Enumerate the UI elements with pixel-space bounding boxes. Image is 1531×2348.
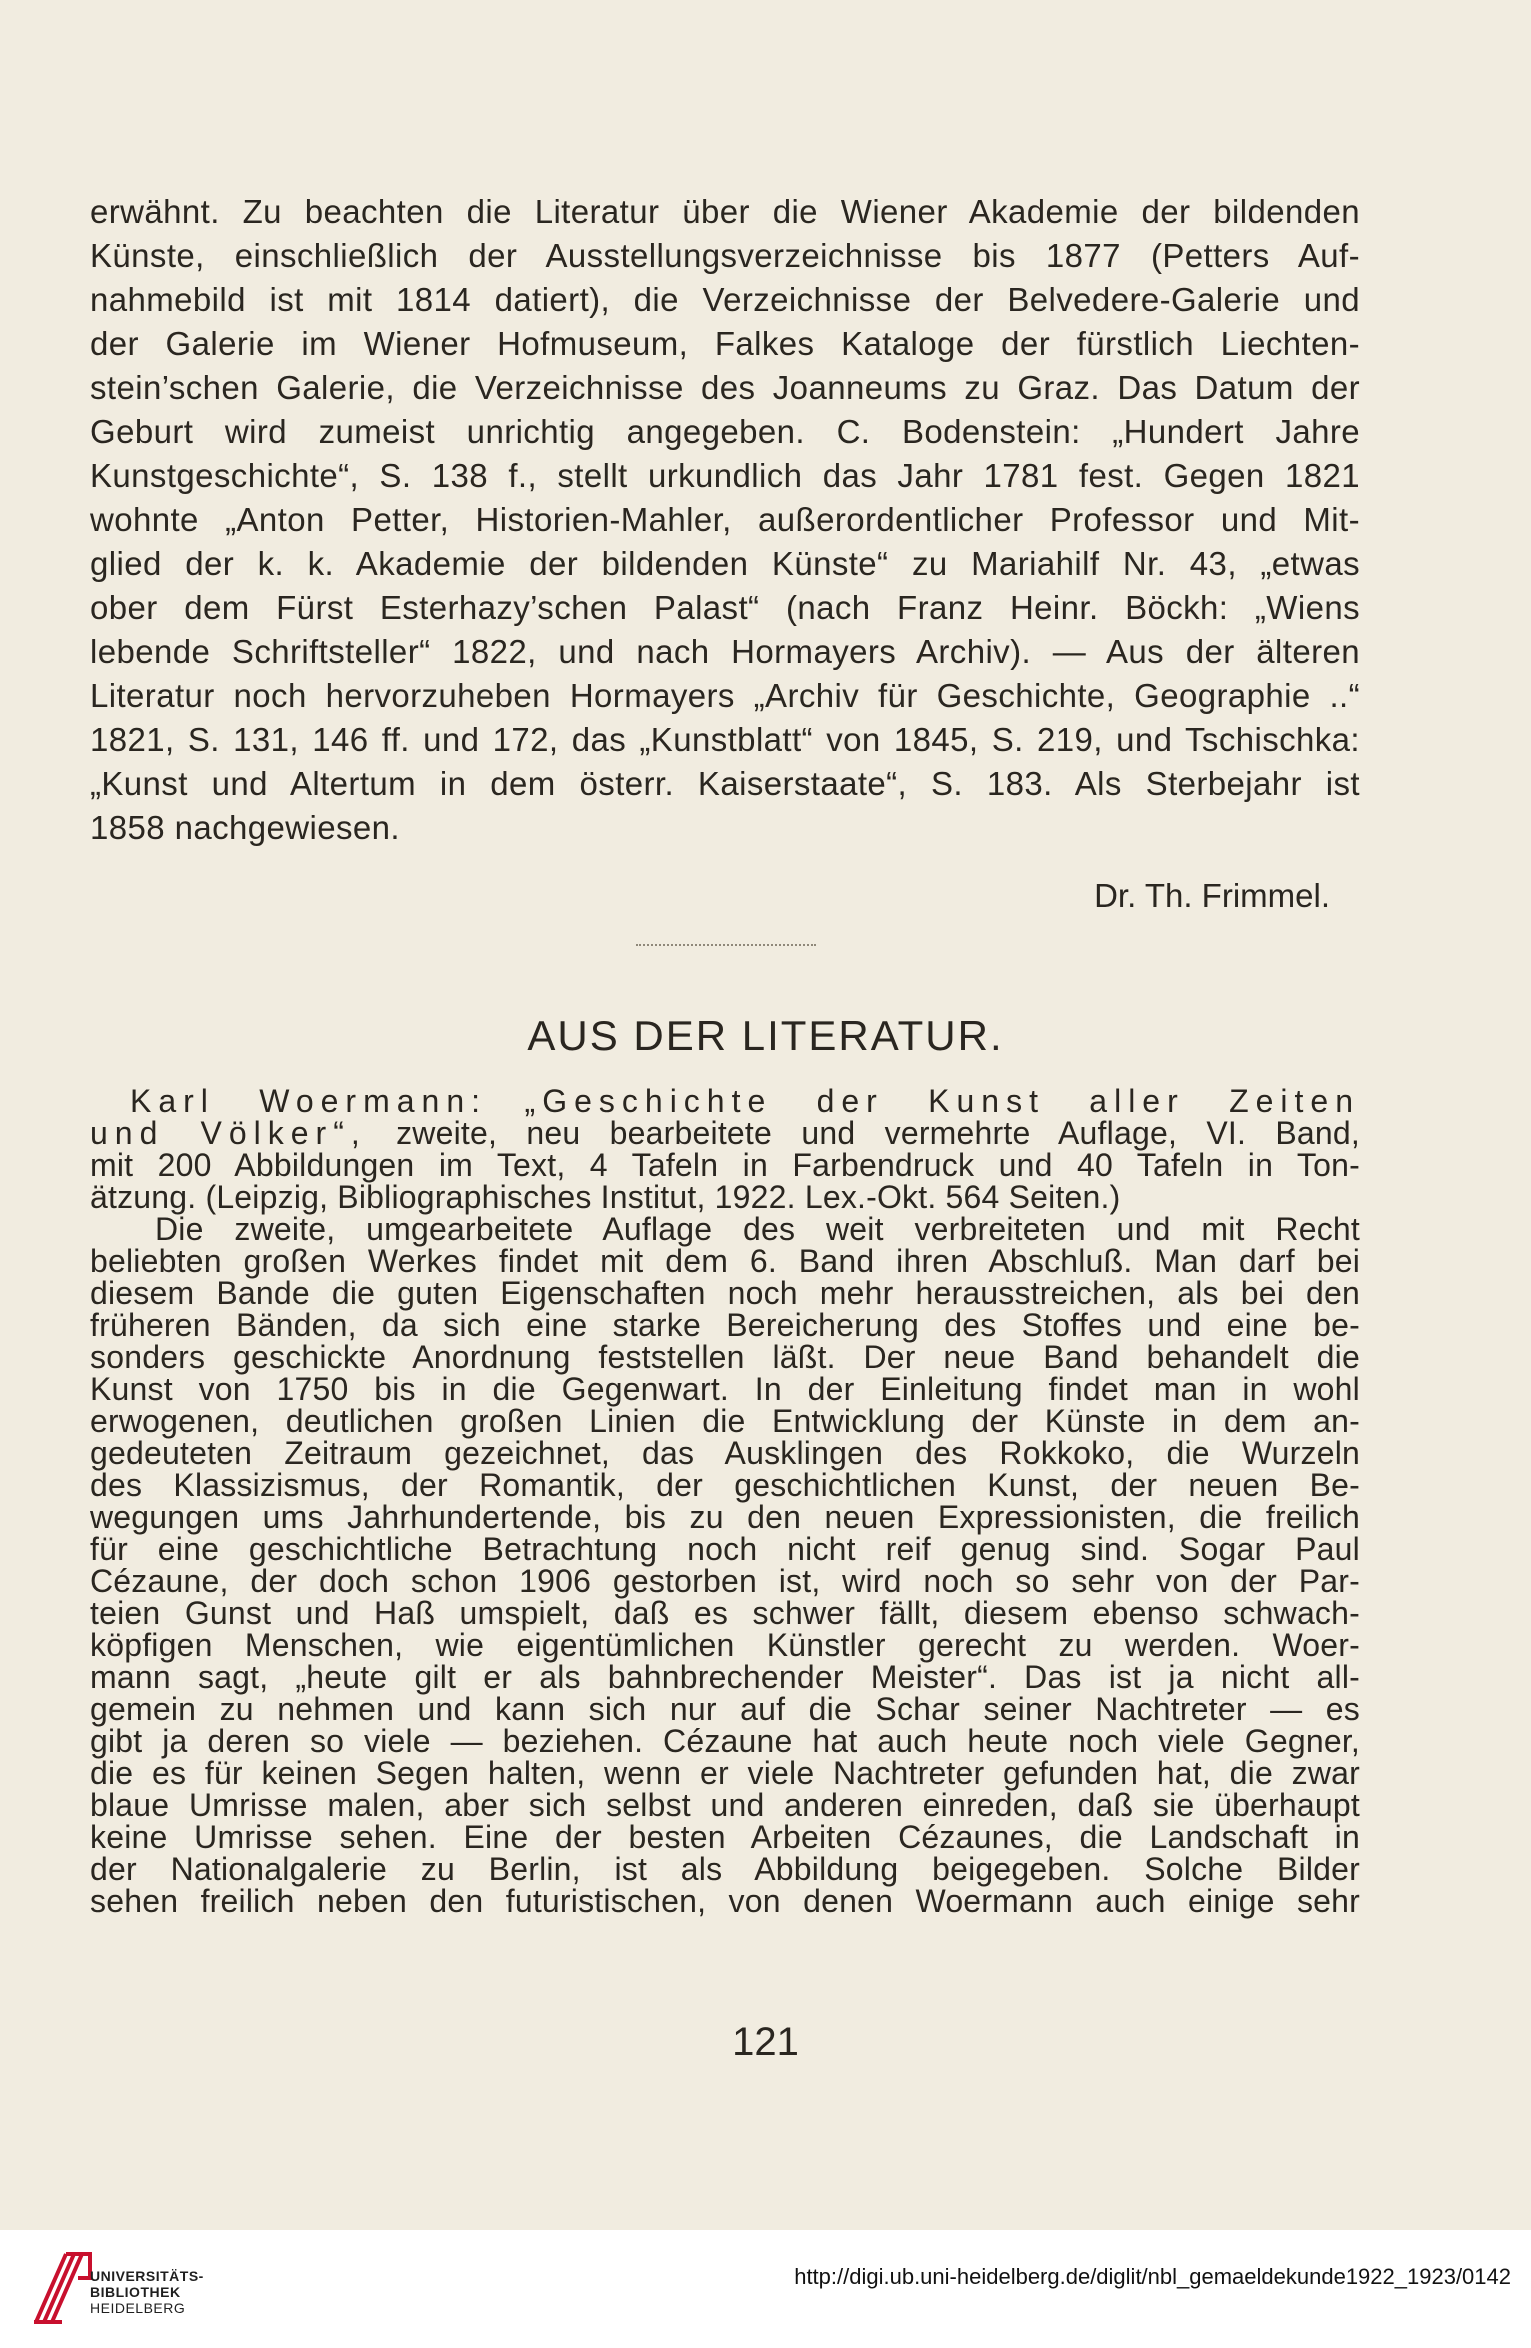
library-name-line: UNIVERSITÄTS- [90, 2268, 204, 2284]
text-line: stein’schen Galerie, die Verzeichnisse des Joanneums zu Graz. Das Datum der [90, 369, 1360, 406]
text-line: teien Gunst und Haß umspielt, daß es schwer fällt, diesem ebenso schwach- [90, 1595, 1360, 1631]
text-line: Kunstgeschichte“, S. 138 f., stellt urkundlich das Jahr 1781 fest. Gegen 1821 [90, 457, 1360, 494]
citation-line [90, 1085, 1360, 1117]
text-line: ober dem Fürst Esterhazy’schen Palast“ (nach Franz Heinr. Böckh: „Wiens [90, 589, 1360, 626]
text-line: 1858 nachgewiesen. [90, 809, 400, 846]
text-line: nahmebild ist mit 1814 datiert), die Verzeichnisse der Belvedere-Galerie und [90, 281, 1360, 318]
text-line: für eine geschichtliche Betrachtung noch nicht reif genug sind. Sogar Paul [90, 1531, 1360, 1567]
library-logo-icon [30, 2250, 92, 2326]
library-name-line: HEIDELBERG [90, 2300, 186, 2316]
text-line: früheren Bänden, da sich eine starke Bereicherung des Stoffes und eine be- [90, 1307, 1360, 1343]
citation-edition: zweite, neu bearbeitete und vermehrte Auflage, VI. Band, [396, 1115, 1361, 1151]
text-line: glied der k. k. Akademie der bildenden Künste“ zu Mariahilf Nr. 43, „etwas [90, 545, 1360, 582]
library-name [90, 2268, 204, 2316]
text-line: Künste, einschließlich der Ausstellungsverzeichnisse bis 1877 (Petters Auf- [90, 237, 1360, 274]
section-divider [636, 944, 816, 946]
text-line: des Klassizismus, der Romantik, der geschichtlichen Kunst, der neuen Be- [90, 1467, 1360, 1503]
text-line: wohnte „Anton Petter, Historien-Mahler, außerordentlicher Professor und Mit- [90, 501, 1360, 538]
citation-line: mit 200 Abbildungen im Text, 4 Tafeln in Farbendruck und 40 Tafeln in Ton- [90, 1147, 1360, 1183]
text-line: Literatur noch hervorzuheben Hormayers „Archiv für Geschichte, Geographie ..“ [90, 677, 1360, 714]
text-line: gedeuteten Zeitraum gezeichnet, das Ausklingen des Rokkoko, die Wurzeln [90, 1435, 1360, 1471]
text-line: blaue Umrisse malen, aber sich selbst und anderen einreden, daß sie überhaupt [90, 1787, 1360, 1823]
text-line: erwogenen, deutlichen großen Linien die Entwicklung der Künste in dem an- [90, 1403, 1360, 1439]
text-line: Geburt wird zumeist unrichtig angegeben. C. Bodenstein: „Hundert Jahre [90, 413, 1360, 450]
citation-line [90, 1117, 1360, 1149]
author-signature: Dr. Th. Frimmel. [1094, 877, 1330, 914]
footer-bar [0, 2230, 1531, 2348]
citation-line: ätzung. (Leipzig, Bibliographisches Institut, 1922. Lex.-Okt. 564 Seiten.) [90, 1179, 1121, 1215]
source-url-link[interactable]: http://digi.ub.uni-heidelberg.de/diglit/nbl_gemaeldekunde1922_1923/0142 [794, 2264, 1511, 2289]
text-line: sehen freilich neben den futuristischen, von denen Woermann auch einige sehr [90, 1883, 1360, 1919]
section-heading: AUS DER LITERATUR. [527, 1012, 1004, 1059]
text-line: diesem Bande die guten Eigenschaften noch mehr herausstreichen, als bei den [90, 1275, 1360, 1311]
library-name-line: BIBLIOTHEK [90, 2284, 181, 2300]
text-line: erwähnt. Zu beachten die Literatur über die Wiener Akademie der bildenden [90, 193, 1360, 230]
text-line: mann sagt, „heute gilt er als bahnbrechender Meister“. Das ist ja nicht all- [90, 1659, 1360, 1695]
text-line: der Galerie im Wiener Hofmuseum, Falkes Kataloge der fürstlich Liechten- [90, 325, 1360, 362]
text-line: sonders geschickte Anordnung feststellen läßt. Der neue Band behandelt die [90, 1339, 1360, 1375]
text-line: wegungen ums Jahrhundertende, bis zu den neuen Expressionisten, die freilich [90, 1499, 1360, 1535]
text-line: Kunst von 1750 bis in die Gegenwart. In der Einleitung findet man in wohl [90, 1371, 1360, 1407]
text-line: beliebten großen Werkes findet mit dem 6. Band ihren Abschluß. Man darf bei [90, 1243, 1360, 1279]
text-line: keine Umrisse sehen. Eine der besten Arbeiten Cézaunes, die Landschaft in [90, 1819, 1360, 1855]
citation-title: „Geschichte der Kunst aller Zeiten [524, 1083, 1361, 1119]
text-line: Cézaune, der doch schon 1906 gestorben ist, wird noch so sehr von der Par- [90, 1563, 1360, 1599]
page-number: 121 [732, 2020, 799, 2064]
text-line: gibt ja deren so viele — beziehen. Cézaune hat auch heute noch viele Gegner, [90, 1723, 1360, 1759]
text-line: „Kunst und Altertum in dem österr. Kaiserstaate“, S. 183. Als Sterbejahr ist [90, 765, 1360, 802]
text-line: lebende Schriftsteller“ 1822, und nach Hormayers Archiv). — Aus der älteren [90, 633, 1360, 670]
text-line: die es für keinen Segen halten, wenn er viele Nachtreter gefunden hat, die zwar [90, 1755, 1360, 1791]
citation-title-end: und Völker“, [90, 1115, 367, 1151]
text-line: der Nationalgalerie zu Berlin, ist als Abbildung beigegeben. Solche Bilder [90, 1851, 1360, 1887]
citation-author: Karl Woermann: [130, 1083, 488, 1119]
text-line: Die zweite, umgearbeitete Auflage des weit verbreiteten und mit Recht [155, 1211, 1360, 1247]
text-line: köpfigen Menschen, wie eigentümlichen Künstler gerecht zu werden. Woer- [90, 1627, 1360, 1663]
text-line: gemein zu nehmen und kann sich nur auf die Schar seiner Nachtreter — es [90, 1691, 1360, 1727]
text-line: 1821, S. 131, 146 ff. und 172, das „Kunstblatt“ von 1845, S. 219, und Tschischka: [90, 721, 1360, 758]
